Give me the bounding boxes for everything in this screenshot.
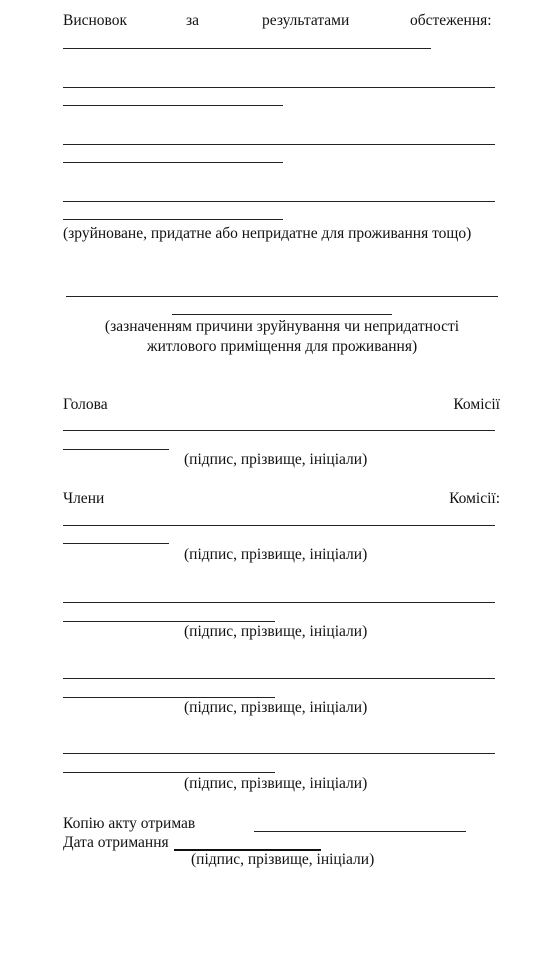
copy-received-label: Копію акту отримав	[63, 815, 196, 832]
member-2-signature-line[interactable]	[63, 602, 495, 603]
conclusion-blank-line[interactable]	[63, 144, 495, 145]
conclusion-blank-line[interactable]	[63, 201, 495, 202]
reason-blank-line[interactable]	[172, 314, 392, 315]
conclusion-blank-line[interactable]	[63, 87, 495, 88]
conclusion-blank-line[interactable]	[63, 48, 431, 49]
received-date-label: Дата отримання	[63, 834, 169, 851]
conclusion-blank-line[interactable]	[63, 105, 283, 106]
member-1-signature-line[interactable]	[63, 543, 169, 544]
copy-received-caption: (підпис, прізвище, ініціали)	[191, 851, 375, 868]
chair-signature-line[interactable]	[63, 430, 495, 431]
conclusion-blank-line[interactable]	[63, 162, 283, 163]
reason-note-line-2: житлового приміщення для проживання)	[146, 338, 418, 355]
chair-label: Голова	[63, 396, 108, 413]
member-1-signature-line[interactable]	[63, 525, 495, 526]
member-3-caption: (підпис, прізвище, ініціали)	[184, 699, 368, 716]
conclusion-word-3: результатами	[262, 12, 350, 29]
conclusion-word-4: обстеження:	[410, 12, 492, 29]
member-4-caption: (підпис, прізвище, ініціали)	[184, 775, 368, 792]
member-3-signature-line[interactable]	[63, 697, 275, 698]
member-3-signature-line[interactable]	[63, 678, 495, 679]
chair-signature-line[interactable]	[63, 449, 169, 450]
chair-signature-caption: (підпис, прізвище, ініціали)	[184, 451, 368, 468]
member-2-caption: (підпис, прізвище, ініціали)	[184, 623, 368, 640]
reason-note-line-1: (зазначенням причини зруйнування чи непридатності	[104, 318, 460, 335]
conclusion-word-2: за	[186, 12, 200, 29]
members-label: Члени	[63, 490, 105, 507]
member-4-signature-line[interactable]	[63, 772, 275, 773]
members-commission-label: Комісії:	[449, 490, 500, 507]
member-4-signature-line[interactable]	[63, 753, 495, 754]
conclusion-word-1: Висновок	[63, 12, 128, 29]
conclusion-blank-line[interactable]	[63, 219, 283, 220]
reason-blank-line[interactable]	[66, 296, 498, 297]
conclusion-note: (зруйноване, придатне або непридатне для проживання тощо)	[63, 225, 472, 242]
member-2-signature-line[interactable]	[63, 621, 275, 622]
commission-label: Комісії	[453, 396, 500, 413]
member-1-caption: (підпис, прізвище, ініціали)	[184, 546, 368, 563]
copy-received-signature-line[interactable]	[254, 831, 466, 832]
